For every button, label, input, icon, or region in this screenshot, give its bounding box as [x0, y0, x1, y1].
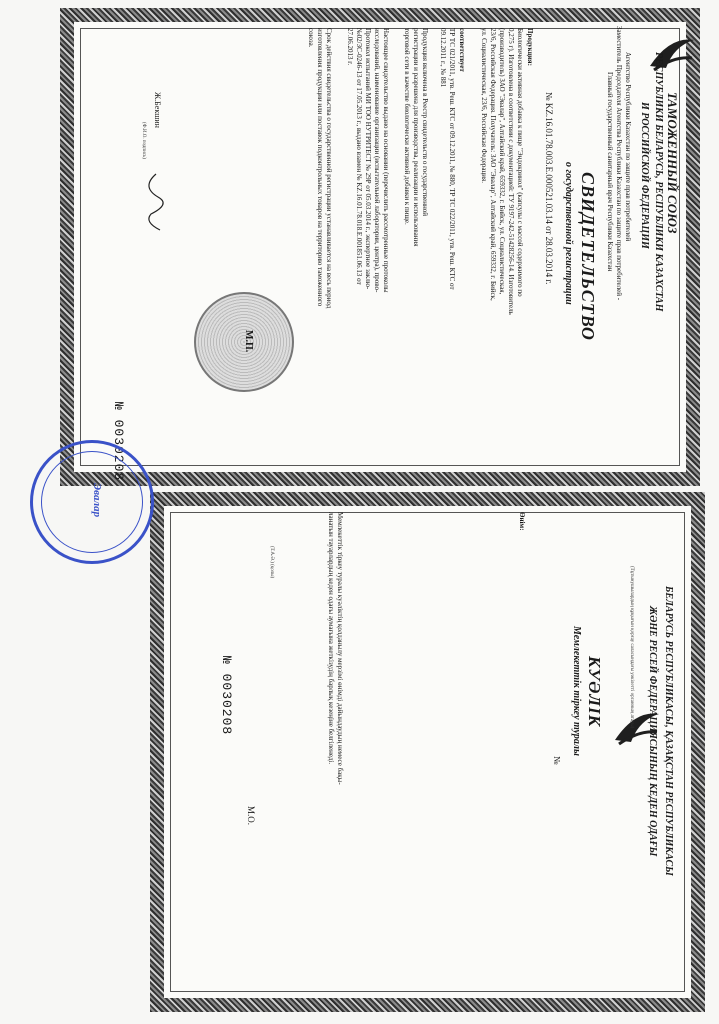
signer-caption: (Т.А.Ә.) (қолы) — [269, 546, 274, 579]
union-subtitle-2: И РОССИЙСКОЙ ФЕДЕРАЦИИ — [639, 102, 650, 249]
body-text-1: Продукция включена в Реестр свидетельств о государственной — [421, 28, 429, 216]
validity-text-1: Мемлекеттік тіркеу туралы куәліктің қолданылу мерзімі өнімді дайындаудың немесе бақы- — [336, 512, 344, 785]
company-blue-stamp — [30, 440, 154, 564]
basis-text-5: 27.06.2013 г. — [346, 28, 354, 66]
seal-mo-label: М.О. — [246, 806, 256, 826]
certificate-title: СВИДЕТЕЛЬСТВО — [578, 172, 598, 341]
serial-number-top: № 0030208 — [111, 402, 126, 482]
registration-number: № KZ.16.01.78.003.E.000521.03.14 от 28.03.2014 г. — [544, 92, 554, 285]
handwritten-signature — [136, 172, 176, 232]
agency-line-1: Агентство Республики Казахстан по защите прав потребителей — [624, 52, 632, 242]
compliance-text-2: 09.12.2011 г., № 881 — [439, 28, 447, 88]
certificate-inner-frame — [170, 512, 685, 992]
product-text-1: Биологически активная добавка к пище "Эндокринол" (капсулы с массой содержимого по — [516, 28, 524, 297]
blue-stamp-text: Эвалар — [91, 483, 103, 518]
serial-number-bottom: № 0030208 — [219, 656, 234, 736]
official-seal — [194, 292, 294, 392]
validity-text-3: союза. — [307, 28, 315, 48]
seal-mp-label: М.П. — [243, 330, 254, 353]
certificate-title: КУӘЛІК — [585, 656, 604, 728]
union-subtitle: ЖӘНЕ РЕСЕЙ ФЕДЕРАЦИЯСЫНЫҢ КЕДЕН ОДАҒЫ — [647, 606, 658, 857]
validity-text-1: Срок действия свидетельства о государственной регистрации устанавливается на весь период — [325, 28, 333, 309]
number-label: № — [552, 756, 562, 765]
agency-line-2: Заместитель Председателя Агентства Республики Казахстан по защите прав потребителей - — [615, 26, 623, 301]
union-title: БЕЛАРУСЬ РЕСПУБЛИКАСЫ, ҚАЗАҚСТАН РЕСПУБЛИКАСЫ — [663, 586, 674, 876]
agency-line-3: Главный государственный санитарный врач Республики Казахстан — [606, 72, 614, 272]
compliance-label: соответствует — [458, 28, 466, 72]
product-label: Өнім: — [518, 512, 526, 531]
body-text-2: регистрации и разрешена для производства, реализации и использования — [412, 28, 420, 247]
basis-text-1: Настоящее свидетельство выдано на основании (перечислить рассмотренные протоколы — [382, 28, 390, 293]
validity-text-2: изготовления продукции или поставок подконтрольных товаров на территорию таможенного — [316, 28, 324, 307]
signer-name: Ж.Бекшин — [153, 92, 162, 128]
product-label: Продукция: — [526, 28, 534, 66]
product-text-4: 23/6, Российская Федерация. Получатель: ЗАО "Эвалар", Алтайский край, 659332, г. Бийск, — [489, 28, 497, 301]
certificate-subtitle: Мемлекеттік тіркеу туралы — [571, 626, 582, 756]
body-text-3: торговой сети в качестве биологически активной добавки к пище. — [403, 28, 411, 225]
basis-text-2: исследований, наименование организации (испытательной лаборатории, центра), прово- — [373, 28, 381, 293]
union-title: ТАМОЖЕННЫЙ СОЮЗ — [665, 92, 680, 234]
certificate-subtitle: о государственной регистрации — [563, 162, 574, 305]
union-subtitle-1: РЕСПУБЛИКИ БЕЛАРУСЬ, РЕСПУБЛИКИ КАЗАХСТАН — [653, 52, 664, 312]
product-text-5: ул. Социалистическая, 23/6, Российская Федерация. — [480, 28, 488, 184]
basis-text-3: Протокол испытаний МИ ТОО НУТРИТЕСТ № 29Р от 05.03.2014 г., экспертное заклю- — [364, 28, 372, 290]
certificate-russian — [60, 8, 700, 486]
certificate-kazakh — [150, 492, 705, 1012]
product-text-2: 0,275 г). Изготовлена в соответствии с документацией: ТУ 9197-242-51428256-14. Изготовитель — [507, 28, 515, 315]
compliance-text-1: ТР ТС 021/2011, утв. Реш. КТС от 09.12.2011, № 880, ТР ТС 022/2011, утв. Реш. КТС от — [448, 28, 456, 290]
basis-text-4: №02/3С-0246-13 от 17.05.2013 г., выдано взамен № KZ.16.01.78.018.E.001851.06.13 от — [355, 28, 363, 285]
signer-caption: (Ф.И.О. подпись) — [141, 122, 146, 159]
issuer-caption: (Тұтынушылардың құқығын қорғау саласындағы уәкілетті органның атауы) — [629, 566, 634, 729]
product-text-3: (производитель) ЗАО "Эвалар", Алтайский край, 659332, г. Бийск, ул. Социалистическая, — [498, 28, 506, 295]
validity-text-2: ланатын тауарлардың кеден одағы аумағына жеткізудің барлық кезеңіне белгіленеді. — [327, 512, 335, 765]
